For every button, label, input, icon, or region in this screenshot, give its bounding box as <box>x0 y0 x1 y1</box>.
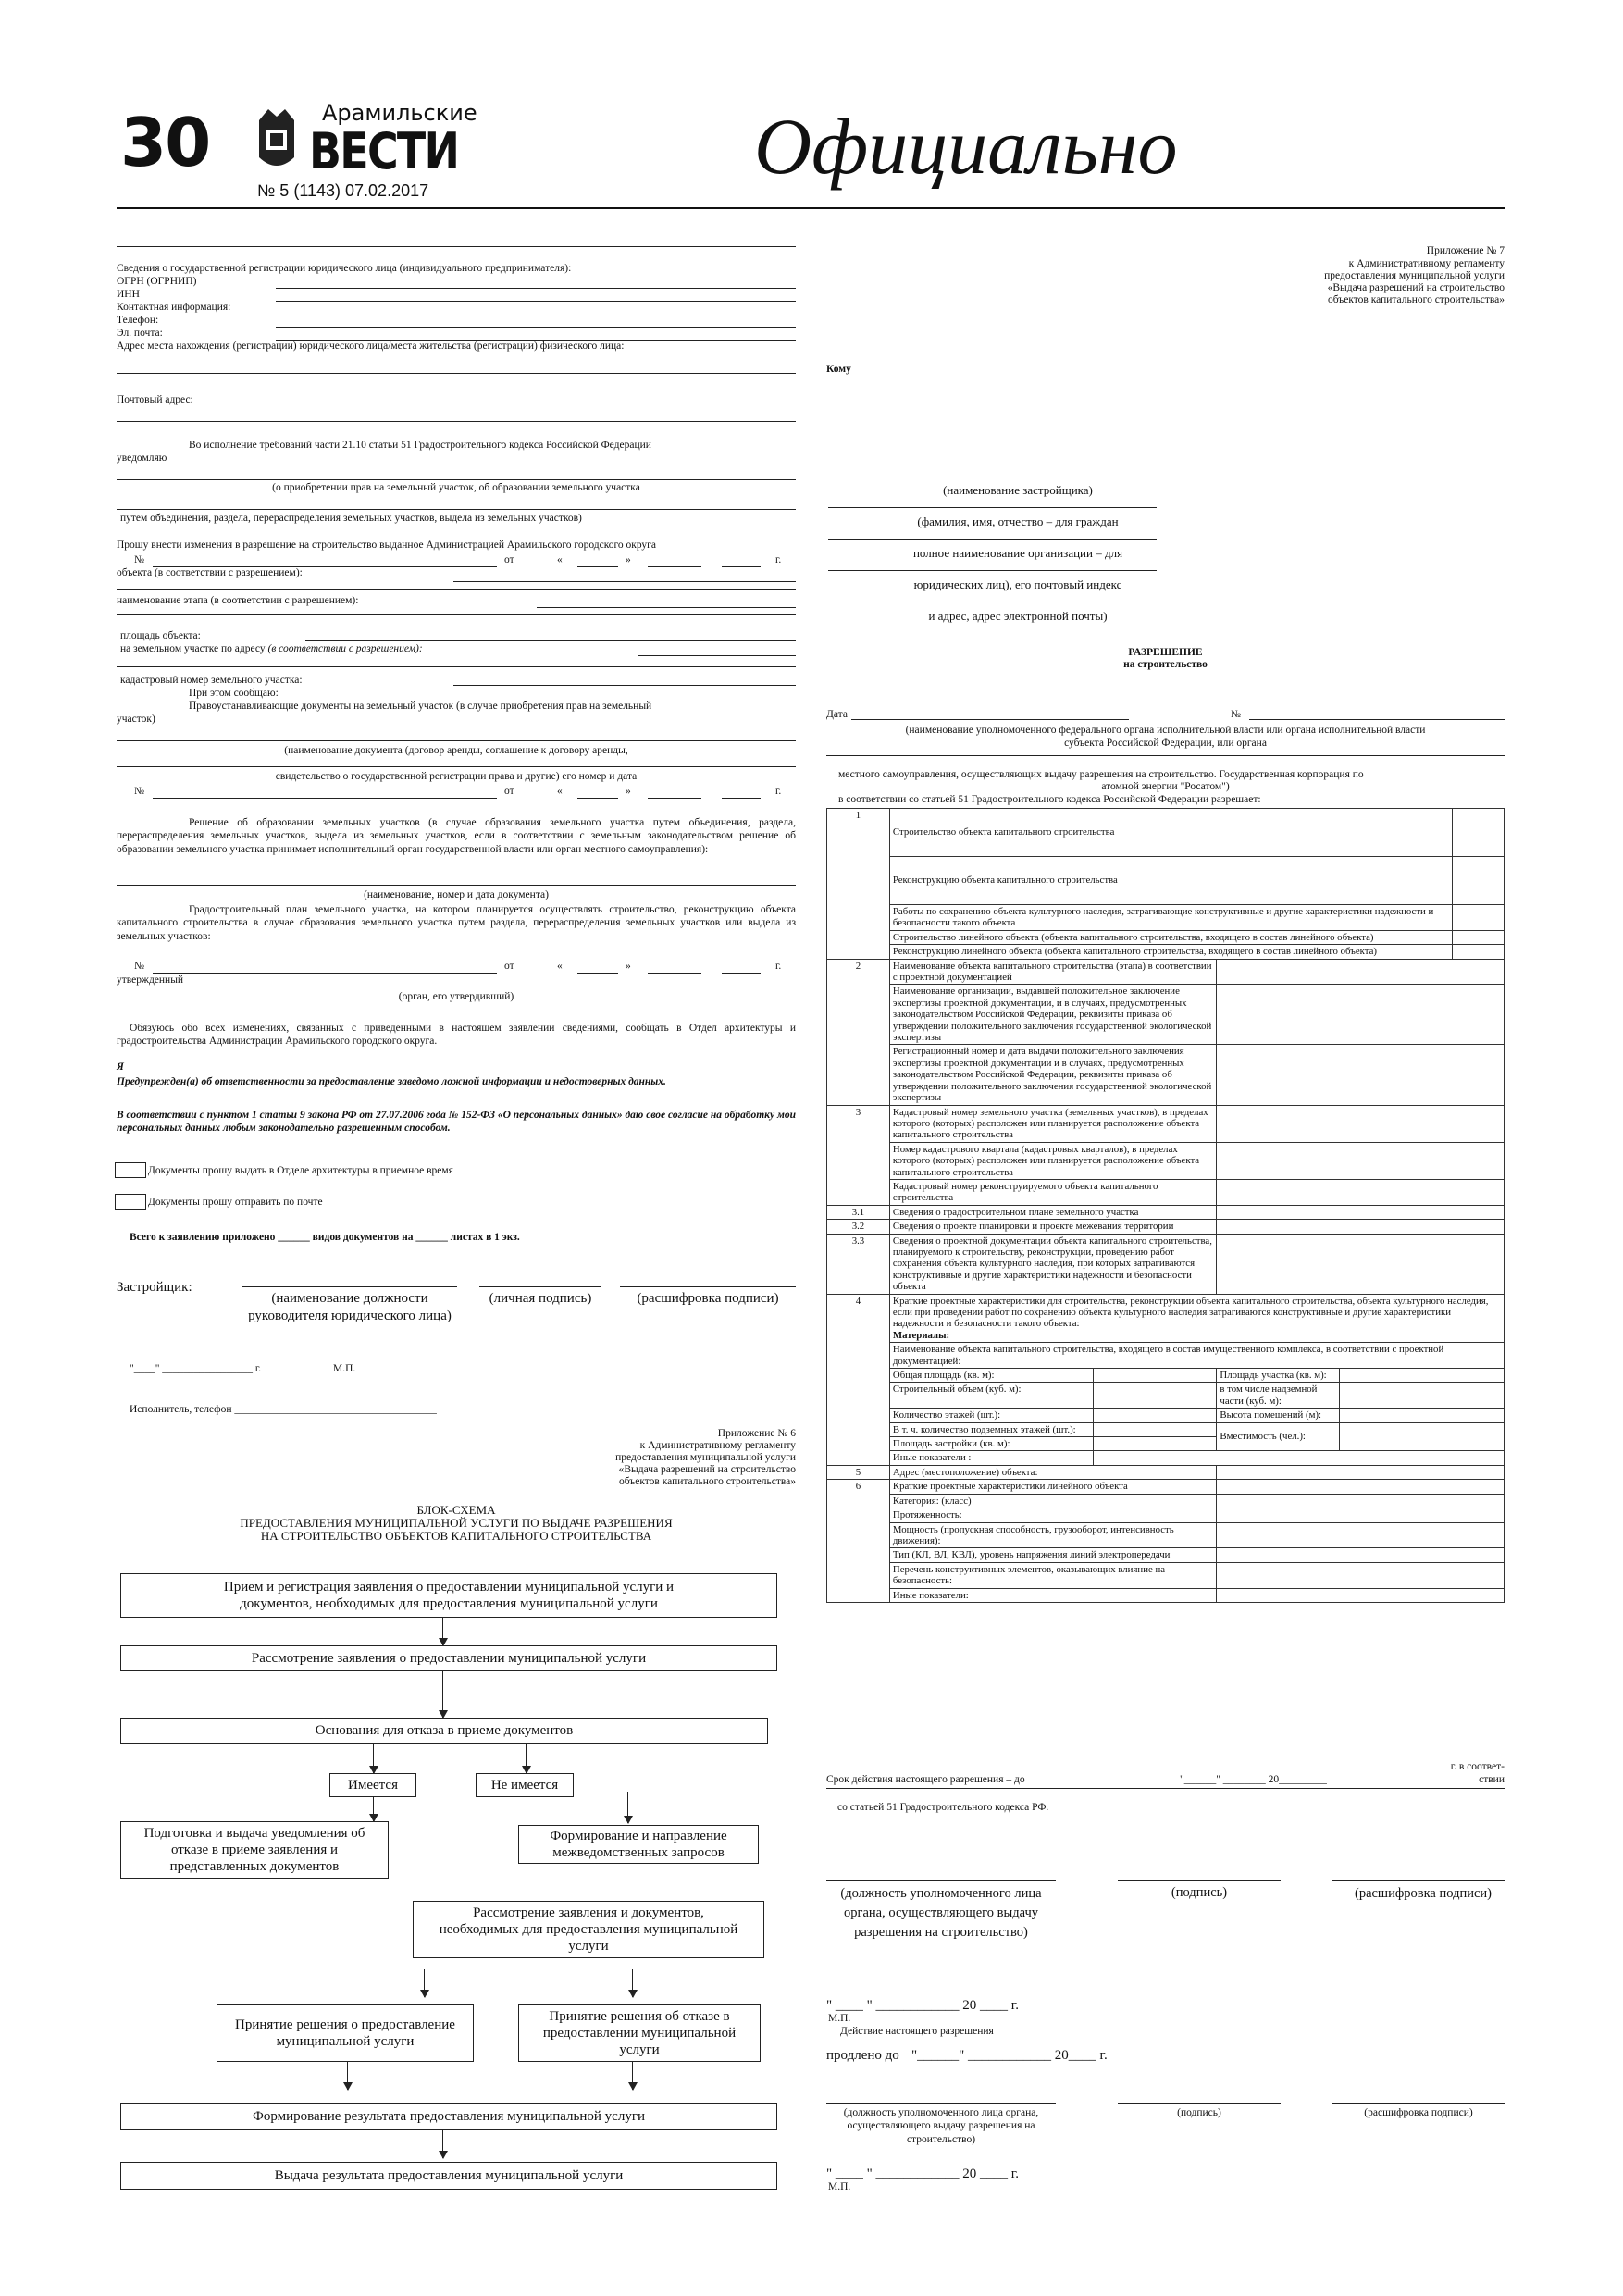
doc-field[interactable] <box>117 766 796 767</box>
validity-tail: г. в соответ- <box>1450 1761 1505 1772</box>
volume-value[interactable] <box>1093 1383 1217 1409</box>
developer-label: Застройщик: <box>117 1280 192 1295</box>
row-6: Краткие проектные характеристики линейного объекта <box>889 1480 1217 1494</box>
year-field[interactable] <box>722 566 761 567</box>
app7-title: Приложение № 7 <box>1426 245 1505 256</box>
other2-label: Иные показатели: <box>889 1588 1217 1602</box>
row-1e: Реконструкцию линейного объекта (объекта капитального строительства, входящего в состав линейного объекта) <box>889 945 1452 959</box>
elems-value[interactable] <box>1217 1562 1505 1588</box>
object-label: объекта (в соответствии с разрешением): <box>117 567 303 578</box>
row-5-value[interactable] <box>1217 1465 1505 1479</box>
row-4b: Наименование объекта капитального строительства, входящего в состав имущественного комплекса, в соответствии с проектной документацией: <box>889 1343 1504 1369</box>
row-31-num: 3.1 <box>827 1205 890 1219</box>
row-1b: Реконструкцию объекта капитального строительства <box>889 857 1452 905</box>
month-field-3[interactable] <box>648 973 701 974</box>
row-33-value[interactable] <box>1217 1234 1505 1294</box>
validity-tail-2: ствии <box>1479 1774 1505 1785</box>
mp-label-right-2: М.П. <box>828 2181 851 2192</box>
year-field-2[interactable] <box>722 798 761 799</box>
quote-open: « <box>557 554 563 565</box>
row-31-value[interactable] <box>1217 1205 1505 1219</box>
area-field[interactable] <box>305 640 796 641</box>
row-6-value[interactable] <box>1217 1480 1505 1494</box>
cb-office-checkbox[interactable] <box>115 1162 146 1178</box>
flow-box-8: Рассмотрение заявления и документов, необходимых для предоставления муниципальной услуги <box>413 1901 764 1958</box>
app6-l3: «Выдача разрешений на строительство <box>618 1464 796 1475</box>
extended-date: "______" ____________ 20____ г. <box>911 2048 1108 2063</box>
num-label-3: № <box>134 961 144 972</box>
issue-number: № 5 (1143) 07.02.2017 <box>257 181 429 200</box>
acq-caption-2: путем объединения, раздела, перераспределения земельных участков, выдела из земельных участков) <box>120 513 582 524</box>
gen-area-value[interactable] <box>1093 1369 1217 1383</box>
permit-subtitle: на строительство <box>1123 659 1208 670</box>
permit-date-field[interactable] <box>851 719 1129 720</box>
flow-h1: БЛОК-СХЕМА <box>416 1503 496 1517</box>
organ-caption: (орган, его утвердивший) <box>398 991 514 1002</box>
title-docs-2: участок) <box>117 714 155 725</box>
address-label: Адрес места нахождения (регистрации) юридического лица/места жительства (регистрации) физического лица: <box>117 341 625 352</box>
notify-text: Во исполнение требований части 21.10 статьи 51 Градостроительного кодекса Российской Федерации <box>189 440 651 451</box>
app7-l4: объектов капитального строительства» <box>1327 294 1505 305</box>
floors-label: Количество этажей (шт.): <box>889 1409 1093 1422</box>
date-label: Дата <box>826 709 848 720</box>
cat-label: Категория: (класс) <box>889 1494 1217 1508</box>
flow-h2: ПРЕДОСТАВЛЕНИЯ МУНИЦИПАЛЬНОЙ УСЛУГИ ПО ВЫДАЧЕ РАЗРЕШЕНИЯ <box>240 1516 673 1530</box>
address-field[interactable] <box>117 373 796 374</box>
land-at-label <box>120 642 423 655</box>
oblige-text: Обязуюсь обо всех изменениях, связанных с приведенными в настоящем заявлении сведениями, сообщать в Отдел архитектуры и градостроительства Администрации Арамильского городского округа. <box>117 1023 796 1048</box>
year-suffix-2: г. <box>775 786 782 797</box>
other2-value[interactable] <box>1217 1588 1505 1602</box>
inn-field[interactable] <box>276 301 796 302</box>
row-2b-value[interactable] <box>1217 985 1505 1045</box>
flow-box-3: Основания для отказа в приеме документов <box>120 1718 768 1744</box>
validity-law: со статьей 51 Градостроительного кодекса РФ. <box>837 1802 1049 1813</box>
flow-box-7: Формирование и направление межведомственных запросов <box>518 1825 759 1864</box>
row-3a: Кадастровый номер земельного участка (земельных участков), в пределах которого (которых) расположен или планируется расположение объекта капитального строительства <box>889 1105 1217 1142</box>
row-33: Сведения о проектной документации объекта капитального строительства, планируемого к строительству, реконструкции, проведению работ сохранения объекта культурного наследия, при которых затрагиваются конструктивные и другие характеристики надежности и безопасности объекта <box>889 1234 1217 1294</box>
addr-caption: и адрес, адрес электронной почты) <box>928 609 1108 623</box>
extend-label: Действие настоящего разрешения <box>840 2026 994 2037</box>
signer-pos-field[interactable] <box>826 1880 1056 1881</box>
mp-label-right: М.П. <box>828 2013 851 2024</box>
row-1d-value[interactable] <box>1453 930 1505 944</box>
row-32: Сведения о проекте планировки и проекте межевания территории <box>889 1220 1217 1234</box>
cb-office-label: Документы прошу выдать в Отделе архитектуры в приемное время <box>148 1165 453 1176</box>
row-31: Сведения о градостроительном плане земельного участка <box>889 1205 1217 1219</box>
stage-field[interactable] <box>537 607 796 608</box>
signer-sign-field[interactable] <box>1118 1880 1281 1881</box>
org-field[interactable] <box>828 539 1157 540</box>
validity-date: "______" ________ 20_________ <box>1180 1774 1327 1785</box>
ogrn-field[interactable] <box>276 288 796 289</box>
day-field-2[interactable] <box>577 798 618 799</box>
month-field-2[interactable] <box>648 798 701 799</box>
approved-label: утвержденный <box>117 974 184 986</box>
plot-area-label: Площадь участка (кв. м): <box>1217 1369 1340 1383</box>
app6-l4: объектов капитального строительства» <box>618 1476 796 1487</box>
gpzu-text: Градостроительный план земельного участка, на котором планируется осуществлять строительство, реконструкцию объекта капитального строительства в случае образования земельного участка путем раздела, перераспределения земельных участков или выдела из земельных участков: <box>117 904 796 942</box>
footprint-label: Площадь застройки (кв. м): <box>889 1437 1093 1451</box>
cad-label: кадастровый номер земельного участка: <box>120 675 303 686</box>
decision-text: Решение об образовании земельных участков (в случае образования земельного участка путем объединения, раздела, перераспределения земельных участков, выдела из земельных участков, если в соответствии с земельным законодательством решение об образовании земельного участка принимает исполнительный орган государственной власти или орган местного самоуправления): <box>117 817 796 855</box>
row-2a: Наименование объекта капитального строительства (этапа) в соответствии с проектной документацией <box>889 959 1217 985</box>
year-field-3[interactable] <box>722 973 761 974</box>
mp-label: М.П. <box>333 1363 356 1374</box>
postal-label: Почтовый адрес: <box>117 394 193 405</box>
contact-label: Контактная информация: <box>117 302 231 313</box>
cb-post-label: Документы прошу отправить по почте <box>148 1197 323 1208</box>
extended-label: продлено до <box>826 2048 899 2063</box>
gen-area-label: Общая площадь (кв. м): <box>889 1369 1093 1383</box>
date-line: "____" _________________ г. <box>130 1363 262 1374</box>
row-5: Адрес (местоположение) объекта: <box>889 1465 1217 1479</box>
month-field[interactable] <box>648 566 701 567</box>
email-label: Эл. почта: <box>117 328 163 339</box>
title-docs: Правоустанавливающие документы на земельный участок (в случае приобретения прав на земельный <box>189 701 652 712</box>
day-field[interactable] <box>577 566 618 567</box>
cert-number-field[interactable] <box>153 798 497 799</box>
row-4a: Краткие проектные характеристики для строительства, реконструкции объекта капитального строительства, объекта культурного наследия, если при проведении работ по сохранению объекта культурного наследия затрагиваются конструктивные и другие характеристики надежности и безопасности такого объекта: <box>892 1295 1489 1330</box>
signer-decode-field[interactable] <box>1332 1880 1505 1881</box>
executor-line: Исполнитель, телефон ______________________________________ <box>130 1404 437 1415</box>
signer2-pos-caption: (должность уполномоченного лица органа, осуществляющего выдачу разрешения на строительство) <box>843 2107 1039 2145</box>
brand-main: ВЕСТИ <box>309 122 459 180</box>
len-value[interactable] <box>1217 1508 1505 1522</box>
row-1c-value[interactable] <box>1453 905 1505 931</box>
row-33-num: 3.3 <box>827 1234 890 1294</box>
quote-close-2: » <box>626 786 631 797</box>
row-1c: Работы по сохранению объекта культурного наследия, затрагивающие конструктивные и другие характеристики надежности и безопасности такого объекта <box>889 905 1452 931</box>
consent-text: В соответствии с пунктом 1 статьи 9 закона РФ от 27.07.2006 года № 152-ФЗ «О персональных данных» даю свое согласие на обработку мои персональных данных любым законодательно разрешенным способом. <box>117 1110 796 1135</box>
app6-l1: к Административному регламенту <box>639 1440 796 1451</box>
num-label: № <box>134 554 144 565</box>
row-1b-value[interactable] <box>1453 857 1505 905</box>
row-2c-value[interactable] <box>1217 1045 1505 1105</box>
warned-text: Предупрежден(а) об ответственности за предоставление заведомо ложной информации и недостоверных данных. <box>117 1076 666 1087</box>
row-2c: Регистрационный номер и дата выдачи положительного заключения экспертизы проектной документации и в случаях, предусмотренных законодательством Российской Федерации, реквизиты приказа об утверждении положительного заключения государственной экологической экспертизы <box>889 1045 1217 1105</box>
developer-pos-field[interactable] <box>242 1286 457 1287</box>
quote-open-2: « <box>557 786 563 797</box>
permit-table <box>826 808 1505 1603</box>
flow-arrow-2 <box>442 1671 443 1718</box>
authority-3: местного самоуправления, осуществляющих выдачу разрешения на строительство. Государственная корпорация по <box>838 769 1364 780</box>
fio-caption: (фамилия, имя, отчество – для граждан <box>917 515 1119 528</box>
pos-caption: (наименование должности руководителя юридического лица) <box>248 1291 452 1323</box>
flow-arrow-6 <box>627 1792 628 1823</box>
land-at-note: (в соответствии с разрешением): <box>267 643 423 654</box>
cat-value[interactable] <box>1217 1494 1505 1508</box>
permit-title: РАЗРЕШЕНИЕ <box>1128 647 1203 658</box>
above-label: в том числе надземной части (куб. м): <box>1217 1383 1340 1409</box>
flow-box-yes: Имеется <box>329 1773 416 1797</box>
sign-caption: (личная подпись) <box>489 1291 592 1306</box>
row-3c-value[interactable] <box>1217 1179 1505 1205</box>
power-label: Мощность (пропускная способность, грузооборот, интенсивность движения): <box>889 1522 1217 1548</box>
app6-title: Приложение № 6 <box>717 1428 796 1439</box>
signer-decode-caption: (расшифровка подписи) <box>1354 1886 1493 1901</box>
request-text: Прошу внести изменения в разрешение на строительство выданное Администрацией Арамильского городского округа <box>117 540 657 551</box>
signer2-decode-caption: (расшифровка подписи) <box>1364 2107 1473 2118</box>
area-label: площадь объекта: <box>120 630 201 641</box>
row-5-num: 5 <box>827 1465 890 1479</box>
gpzu-number-field[interactable] <box>153 973 497 974</box>
allows-text: в соответствии со статьей 51 Градостроительного кодекса Российской Федерации разрешает: <box>838 794 1261 805</box>
row-3c: Кадастровый номер реконструируемого объекта капитального строительства <box>889 1179 1217 1205</box>
quote-close: » <box>626 554 631 565</box>
row-4-num: 4 <box>827 1294 890 1465</box>
signer2-sign-field[interactable] <box>1118 2103 1281 2104</box>
sign2-date: " ____ " ____________ 20 ____ г. <box>826 2166 1019 2181</box>
total-text: Всего к заявлению приложено ______ видов документов на ______ листах в 1 экз. <box>130 1232 520 1243</box>
elems-label: Перечень конструктивных элементов, оказывающих влияние на безопасность: <box>889 1562 1217 1588</box>
legal-caption: юридических лиц), его почтовый индекс <box>913 577 1122 591</box>
sign-date: " ____ " ____________ 20 ____ г. <box>826 1998 1019 2013</box>
flow-arrow-7 <box>424 1969 425 1997</box>
cb-post-checkbox[interactable] <box>115 1194 146 1210</box>
app7-l2: предоставления муниципальной услуги <box>1324 270 1505 281</box>
cert-caption: свидетельство о государственной регистрации права и другие) его номер и дата <box>275 771 638 782</box>
type-value[interactable] <box>1217 1548 1505 1562</box>
notify-text-2: уведомляю <box>117 453 167 464</box>
flow-box-no: Не имеется <box>476 1773 574 1797</box>
flow-arrow-3 <box>373 1744 374 1773</box>
under-value[interactable] <box>1093 1422 1217 1436</box>
postal-field[interactable] <box>117 421 796 422</box>
flow-arrow-10 <box>632 2062 633 2090</box>
validity-label: Срок действия настоящего разрешения – до <box>826 1774 1025 1785</box>
flow-box-6: Подготовка и выдача уведомления об отказе в приеме заявления и представленных документов <box>120 1821 389 1879</box>
row-3-num: 3 <box>827 1105 890 1205</box>
reg-info: Сведения о государственной регистрации юридического лица (индивидуального предпринимателя): <box>117 263 572 274</box>
signer2-decode-field[interactable] <box>1332 2103 1505 2104</box>
inn-label: ИНН <box>117 289 140 300</box>
plot-area-value[interactable] <box>1340 1369 1505 1383</box>
other-value[interactable] <box>1093 1451 1504 1465</box>
brand-top: Арамильские <box>322 100 477 126</box>
row-1-num: 1 <box>827 809 890 960</box>
row-1e-value[interactable] <box>1453 945 1505 959</box>
flow-box-10: Принятие решения об отказе в предоставлении муниципальной услуги <box>518 2004 761 2062</box>
page-number: 30 <box>120 104 210 181</box>
object-field[interactable] <box>453 581 796 582</box>
flow-box-1: Прием и регистрация заявления о предоставлении муниципальной услуги и документов, необходимых для предоставления муниципальной услуги <box>120 1573 777 1618</box>
doc-name-caption: (наименование документа (договор аренды, соглашение к договору аренды, <box>284 745 628 756</box>
row-2b: Наименование организации, выдавшей положительное заключение экспертизы проектной документации, и в случаях, предусмотренных законодательством Российской Федерации, реквизиты приказа об утверждении положительного заключения государственной экологической экспертизы <box>889 985 1217 1045</box>
from-label-2: от <box>504 786 514 797</box>
from-label: от <box>504 554 514 565</box>
row-3b: Номер кадастрового квартала (кадастровых кварталов), в пределах которого (которых) расположен или планируется расположение объекта капитального строительства <box>889 1142 1217 1179</box>
coat-of-arms-icon <box>255 105 298 178</box>
authority-2: субъекта Российской Федерации, или органа <box>1064 738 1267 749</box>
to-label: Кому <box>826 364 851 375</box>
row-3b-value[interactable] <box>1217 1142 1505 1179</box>
cad-field[interactable] <box>453 685 796 686</box>
app6-l2: предоставления муниципальной услуги <box>615 1452 796 1463</box>
flow-box-12: Выдача результата предоставления муниципальной услуги <box>120 2162 777 2190</box>
above-value[interactable] <box>1340 1383 1505 1409</box>
phone-label: Телефон: <box>117 315 159 326</box>
row-2-num: 2 <box>827 959 890 1105</box>
flow-arrow-1 <box>442 1618 443 1645</box>
signer2-pos-field[interactable] <box>826 2103 1056 2104</box>
len-label: Протяженность: <box>889 1508 1217 1522</box>
also-label: При этом сообщаю: <box>189 688 279 699</box>
flow-arrow-11 <box>442 2130 443 2158</box>
row-4-materials: Материалы: <box>892 1329 950 1341</box>
land-at-text: на земельном участке по адресу <box>120 643 266 654</box>
flow-box-11: Формирование результата предоставления муниципальной услуги <box>120 2103 777 2130</box>
year-suffix-3: г. <box>775 961 782 972</box>
ya-text: Я <box>117 1061 124 1073</box>
floors-value[interactable] <box>1093 1409 1217 1422</box>
height-value[interactable] <box>1340 1409 1505 1422</box>
from-label-3: от <box>504 961 514 972</box>
fio-field[interactable] <box>828 507 1157 508</box>
header-rule <box>117 207 1505 209</box>
flow-arrow-5 <box>373 1797 374 1821</box>
height-label: Высота помещений (м): <box>1217 1409 1340 1422</box>
doc-name-caption-2: (наименование, номер и дата документа) <box>364 889 549 900</box>
permit-no-field[interactable] <box>1249 719 1505 720</box>
stage-label: наименование этапа (в соответствии с разрешением): <box>117 595 359 606</box>
volume-label: Строительный объем (куб. м): <box>889 1383 1093 1409</box>
notify-field[interactable] <box>117 479 796 480</box>
row-1d: Строительство линейного объекта (объекта капитального строительства, входящего в состав линейного объекта) <box>889 930 1452 944</box>
signer-sign-caption: (подпись) <box>1171 1885 1228 1900</box>
flow-arrow-4 <box>526 1744 527 1773</box>
power-value[interactable] <box>1217 1522 1505 1548</box>
ogrn-label: ОГРН (ОГРНИП) <box>117 276 197 287</box>
acq-caption: (о приобретении прав на земельный участок, об образовании земельного участка <box>272 482 640 493</box>
flow-arrow-9 <box>347 2062 348 2090</box>
title-docs-field[interactable] <box>117 740 796 741</box>
flow-arrow-8 <box>632 1969 633 1997</box>
under-label: В т. ч. количество подземных этажей (шт.): <box>889 1422 1093 1436</box>
flow-box-9: Принятие решения о предоставление муниципальной услуги <box>217 2004 474 2062</box>
capacity-value[interactable] <box>1340 1422 1505 1451</box>
year-suffix: г. <box>775 554 782 565</box>
app7-l1: к Административному регламенту <box>1348 258 1505 269</box>
row-1a: Строительство объекта капитального строительства <box>889 809 1452 857</box>
other-label: Иные показатели : <box>889 1451 1093 1465</box>
type-label: Тип (КЛ, ВЛ, КВЛ), уровень напряжения линий электропередачи <box>889 1548 1217 1562</box>
phone-field[interactable] <box>276 327 796 328</box>
authority-4: атомной энергии "Росатом") <box>1101 781 1230 792</box>
org-caption: полное наименование организации – для <box>912 546 1123 560</box>
quote-close-3: » <box>626 961 631 972</box>
section-title: Официально <box>754 102 1178 191</box>
app7-l3: «Выдача разрешений на строительство <box>1327 282 1505 293</box>
capacity-label: Вместимость (чел.): <box>1217 1422 1340 1451</box>
flow-box-2: Рассмотрение заявления о предоставлении муниципальной услуги <box>120 1645 777 1671</box>
footprint-value[interactable] <box>1093 1437 1217 1451</box>
row-6-num: 6 <box>827 1480 890 1603</box>
legal-field[interactable] <box>828 570 1157 571</box>
num-label-2: № <box>134 786 144 797</box>
row-2a-value[interactable] <box>1217 959 1505 985</box>
row-3a-value[interactable] <box>1217 1105 1505 1142</box>
decode-caption: (расшифровка подписи) <box>637 1291 779 1306</box>
day-field-3[interactable] <box>577 973 618 974</box>
newspaper-logo <box>248 102 493 181</box>
no-label: № <box>1231 709 1241 720</box>
land-address-field[interactable] <box>638 655 796 656</box>
row-32-num: 3.2 <box>827 1220 890 1234</box>
quote-open-3: « <box>557 961 563 972</box>
signer2-sign-caption: (подпись) <box>1177 2107 1221 2118</box>
developer-decode-field[interactable] <box>620 1286 796 1287</box>
row-32-value[interactable] <box>1217 1220 1505 1234</box>
dev-name-caption: (наименование застройщика) <box>943 483 1093 497</box>
row-1a-value[interactable] <box>1453 809 1505 857</box>
acq-field[interactable] <box>117 509 796 510</box>
decision-field[interactable] <box>117 885 796 886</box>
authority-1: (наименование уполномоченного федерального органа исполнительной власти или органа исполнительной власти <box>905 725 1426 736</box>
signer-pos-caption: (должность уполномоченного лица органа, осуществляющего выдачу разрешения на строительство) <box>840 1886 1042 1941</box>
flow-h3: НА СТРОИТЕЛЬСТВО ОБЪЕКТОВ КАПИТАЛЬНОГО СТРОИТЕЛЬСТВА <box>260 1529 652 1543</box>
developer-sign-field[interactable] <box>479 1286 601 1287</box>
